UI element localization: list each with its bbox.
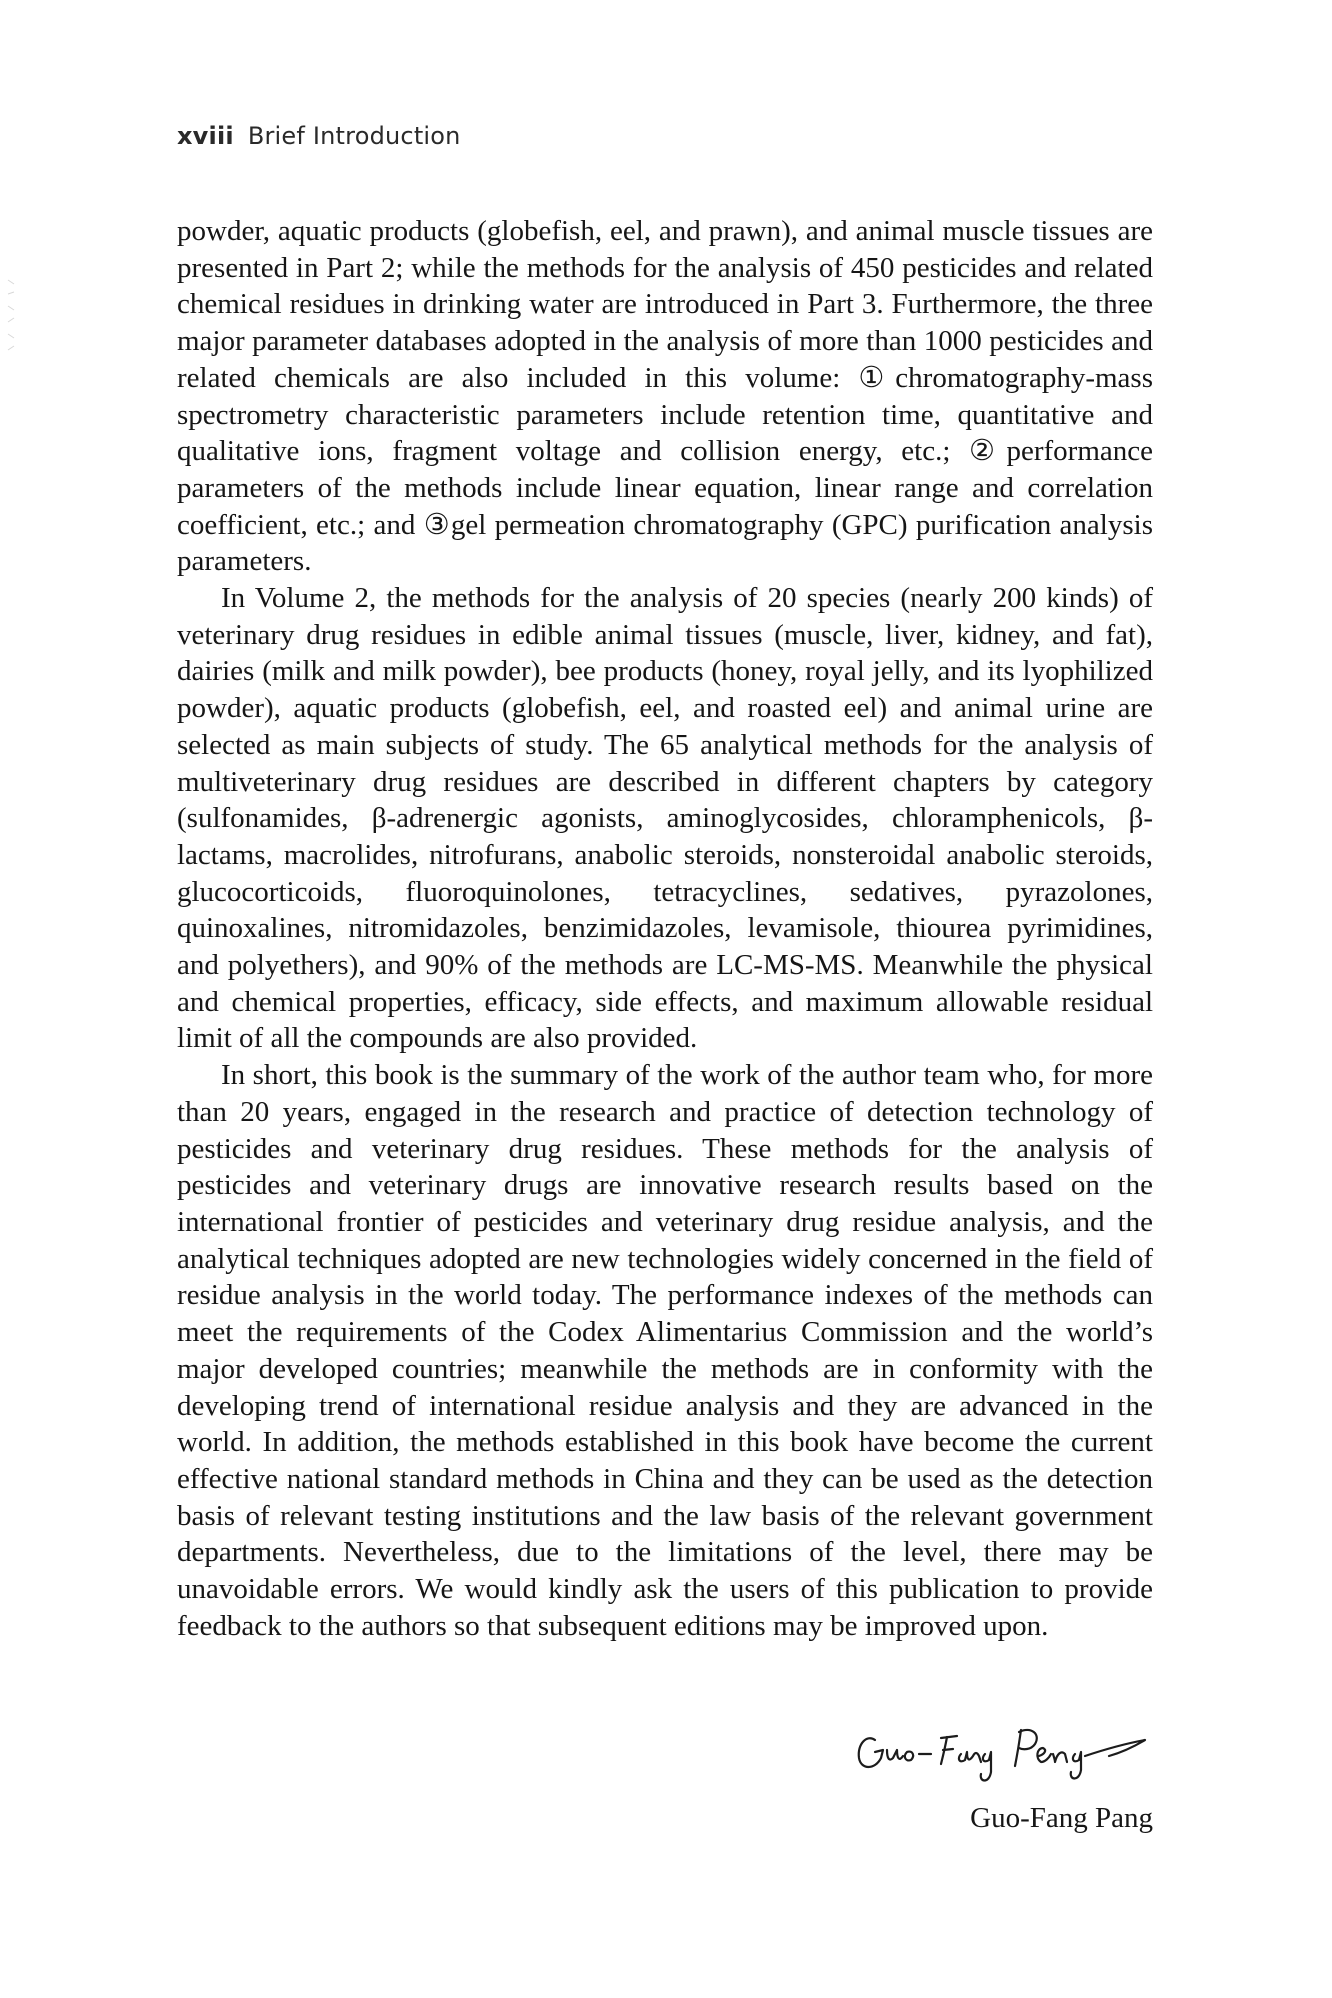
paragraph-volume-2: In Volume 2, the methods for the analysis of 20 species (nearly 200 kinds) of veterinary drug residues in edible animal tissues (muscle, liver, kidney, and fat), dairies (milk and milk powder), bee products (honey, royal jelly, and its lyophilized powder), aquatic products (globefish, eel, and roasted eel) and animal urine are selected as main subjects of study. The 65 analytical methods for the analysis of multiveterinary drug residues are described in different chapters by category (sulfonamides, β-adrenergic agonists, aminoglycosides, chloramphenicols, β-lactams, macrolides, nitrofurans, anabolic steroids, nonsteroidal anabolic steroids, glucocorticoids, fluoroquinolones, tetracyclines, sedatives, pyrazolones, quinoxalines, nitromidazoles, benzimidazoles, levamisole, thiourea pyrimidines, and polyethers), and 90% of the methods are LC-MS-MS. Meanwhile the physical and chemical properties, efficacy, side effects, and maximum allowable residual limit of all the compounds are also provided. [177, 582, 1153, 1055]
paragraph-summary: In short, this book is the summary of the work of the author team who, for more than 20 years, engaged in the research and practice of detection technology of pesticides and veterinary drug residues. These methods for the analysis of pesticides and veterinary drugs are innovative research results based on the international frontier of pesticides and veterinary drug residue analysis, and the analytical techniques adopted are new technologies widely concerned in the field of residue analysis in the world today. The performance indexes of the methods can meet the requirements of the Codex Alimentarius Commission and the world’s major developed countries; meanwhile the methods are in conformity with the developing trend of international residue analysis and they are advanced in the world. In addition, the methods established in this book have become the current effective national standard methods in China and they can be used as the detection basis of relevant testing institutions and the law basis of the relevant government departments. Nevertheless, due to the limitations of the level, there may be unavoidable errors. We would kindly ask the users of this publication to provide feedback to the authors so that subsequent editions may be improved upon. [177, 1059, 1153, 1642]
author-name: Guo-Fang Pang [970, 1802, 1153, 1834]
section-title: Brief Introduction [247, 122, 461, 150]
body-text [177, 213, 1153, 1644]
running-header [177, 122, 461, 150]
signature-block [753, 1700, 1153, 1850]
page-number: xviii [177, 122, 234, 150]
handwritten-signature [853, 1700, 1153, 1792]
margin-watermark-icon [4, 270, 18, 370]
paragraph-continued: powder, aquatic products (globefish, eel, and prawn), and animal muscle tissues are presented in Part 2; while the methods for the analysis of 450 pesticides and related chemical residues in drinking water are introduced in Part 3. Furthermore, the three major parameter databases adopted in the analysis of more than 1000 pesticides and related chemicals are also included in this volume: ①chromatography-mass spectrometry characteristic parameters include retention time, quantitative and qualitative ions, fragment voltage and collision energy, etc.; ②performance parameters of the methods include linear equation, linear range and correlation coefficient, etc.; and ③gel permeation chromatography (GPC) purification analysis parameters. [177, 215, 1153, 578]
